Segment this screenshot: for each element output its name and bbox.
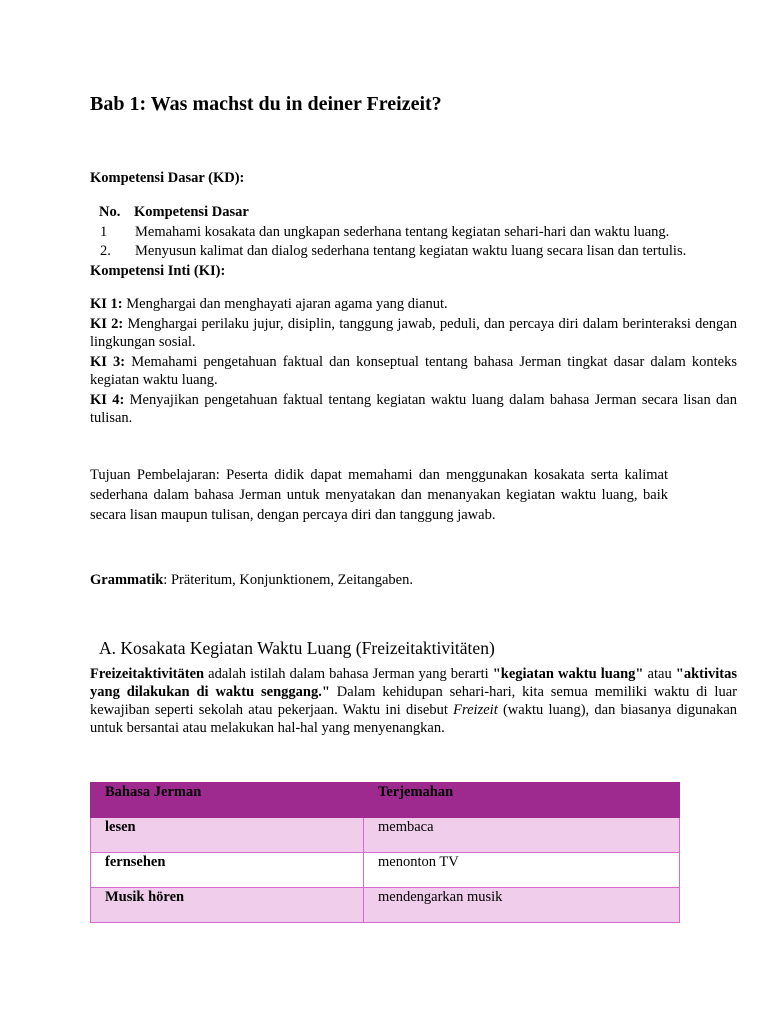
- table-row: [91, 853, 680, 888]
- vocab-german: lesen: [91, 818, 364, 853]
- section-a-paragraph: [90, 665, 737, 737]
- kd-heading: Kompetensi Dasar (KD):: [90, 170, 245, 186]
- paragraph-text: (waktu luang), dan biasanya digunakan untuk bersantai atau melakukan hal-hal yang menyenangkan.: [90, 702, 738, 736]
- kd-col-name: Kompetensi Dasar: [134, 204, 249, 220]
- kd-col-no: No.: [99, 204, 121, 220]
- ki-text: Memahami pengetahuan faktual dan konseptual tentang bahasa Jerman tingkat dasar dalam konteks kegiatan waktu luang.: [90, 353, 738, 388]
- quote-term: "kegiatan waktu luang": [492, 666, 644, 682]
- vocab-translation: membaca: [364, 818, 680, 853]
- ki-label: KI 3:: [90, 353, 126, 370]
- kd-row: [99, 242, 686, 262]
- page-title: Bab 1: Was machst du in deiner Freizeit?: [90, 93, 442, 115]
- ki-item: [90, 315, 737, 352]
- kd-row-no: 1: [100, 223, 108, 240]
- kd-row: [99, 223, 686, 243]
- paragraph-text: Dalam kehidupan sehari-hari, kita semua memiliki waktu di luar kewajiban seperti sekolah atau pekerjaan. Waktu ini disebut: [90, 684, 737, 718]
- vocab-german: fernsehen: [91, 853, 364, 888]
- ki-text: Menghargai dan menghayati ajaran agama yang dianut.: [122, 296, 448, 312]
- ki-item: [90, 353, 737, 390]
- quote-term: "aktivitas yang dilakukan di waktu senggang.": [90, 666, 737, 700]
- table-row: [91, 888, 680, 923]
- vocab-header-row: [91, 783, 680, 818]
- grammar-text: : Präteritum, Konjunktionem, Zeitangaben.: [163, 572, 413, 588]
- kd-row-no: 2.: [100, 243, 111, 259]
- grammar-label: Grammatik: [90, 572, 164, 588]
- table-row: [91, 818, 680, 853]
- ki-list: [90, 295, 737, 429]
- vocab-translation: mendengarkan musik: [364, 888, 680, 923]
- ki-label: KI 4:: [90, 391, 125, 408]
- emphasis-term: Freizeit: [453, 702, 498, 718]
- section-a-heading: A. Kosakata Kegiatan Waktu Luang (Freizeitaktivitäten): [99, 638, 495, 658]
- grammar-line: [90, 572, 413, 589]
- paragraph-text: atau: [643, 666, 676, 682]
- ki-label: KI 2:: [90, 315, 124, 332]
- kd-row-text: Memahami kosakata dan ungkapan sederhana tentang kegiatan sehari-hari dan waktu luang.: [135, 223, 670, 240]
- kd-table: [99, 203, 686, 262]
- paragraph-text: adalah istilah dalam bahasa Jerman yang berarti: [204, 666, 493, 682]
- kd-row-text: Menyusun kalimat dan dialog sederhana tentang kegiatan waktu luang secara lisan dan tertulis.: [135, 243, 687, 259]
- ki-label: KI 1:: [90, 296, 123, 312]
- ki-text: Menghargai perilaku jujur, disiplin, tanggung jawab, peduli, dan percaya diri dalam berinteraksi dengan lingkungan sosial.: [90, 315, 737, 350]
- vocab-table: [90, 782, 680, 923]
- vocab-translation: menonton TV: [364, 853, 680, 888]
- ki-item: [90, 391, 737, 428]
- learning-objective: Tujuan Pembelajaran: Peserta didik dapat memahami dan menggunakan kosakata serta kalimat sederhana dalam bahasa Jerman untuk menyatakan dan menanyakan kegiatan waktu luang, baik secara lisan maupun tulisan, dengan percaya diri dan tanggung jawab.: [90, 467, 668, 523]
- ki-text: Menyajikan pengetahuan faktual tentang kegiatan waktu luang dalam bahasa Jerman secara lisan dan tulisan.: [90, 391, 737, 426]
- vocab-german: Musik hören: [91, 888, 364, 923]
- kd-table-header: [99, 203, 686, 223]
- ki-item: [90, 295, 737, 314]
- vocab-col-german: Bahasa Jerman: [91, 783, 364, 818]
- term: Freizeitaktivitäten: [90, 666, 205, 682]
- vocab-col-translation: Terjemahan: [364, 783, 680, 818]
- ki-heading: Kompetensi Inti (KI):: [90, 263, 226, 279]
